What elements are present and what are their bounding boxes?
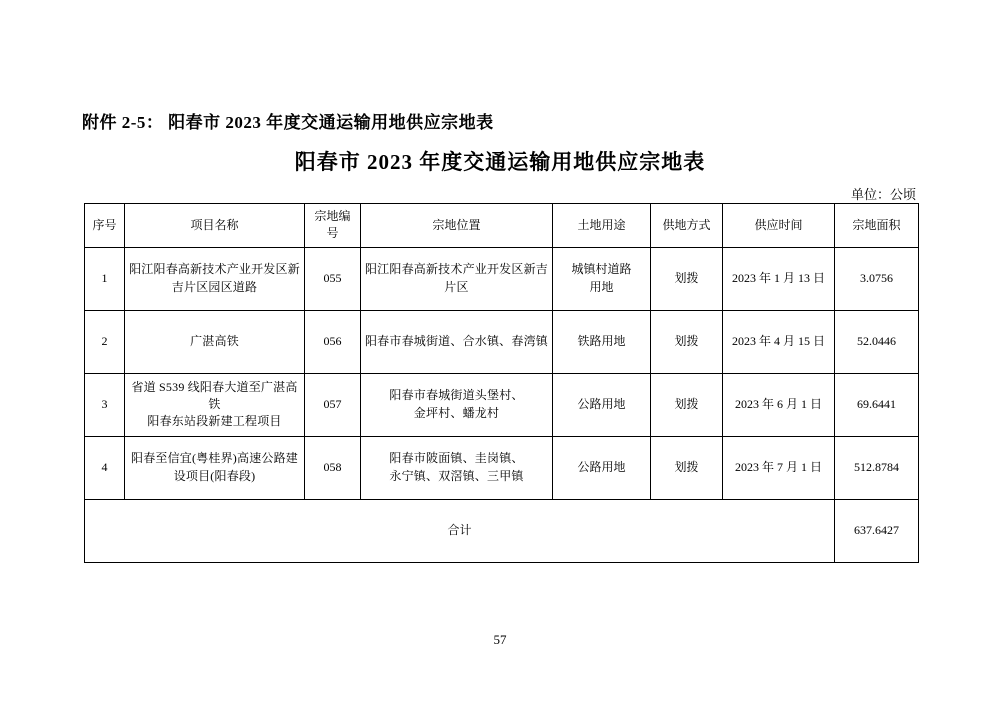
header-project-name: 项目名称 (125, 204, 305, 248)
table-total-row (85, 499, 919, 562)
cell-project-name (125, 247, 305, 310)
cell-location: 阳春市春城街道、合水镇、春湾镇 (361, 310, 553, 373)
table-row (85, 436, 919, 499)
cell-parcel-area: 69.6441 (835, 373, 919, 436)
cell-land-use: 公路用地 (553, 373, 651, 436)
land-supply-table (84, 203, 919, 563)
table-header-row (85, 204, 919, 248)
unit-note: 单位：公顷 (850, 187, 916, 202)
cell-supply-mode: 划拨 (651, 310, 723, 373)
cell-land-use: 公路用地 (553, 436, 651, 499)
cell-seq: 1 (85, 247, 125, 310)
cell-supply-time: 2023 年 7 月 1 日 (723, 436, 835, 499)
cell-parcel-code: 058 (305, 436, 361, 499)
cell-seq: 2 (85, 310, 125, 373)
header-parcel-area: 宗地面积 (835, 204, 919, 248)
cell-parcel-area: 52.0446 (835, 310, 919, 373)
cell-supply-time: 2023 年 6 月 1 日 (723, 373, 835, 436)
table-row (85, 247, 919, 310)
cell-location-line1: 阳春市春城街道头堡村、 (389, 388, 524, 403)
cell-supply-time: 2023 年 1 月 13 日 (723, 247, 835, 310)
table-row (85, 310, 919, 373)
cell-location (361, 247, 553, 310)
cell-project-name-line2: 阳春东站段新建工程项目 (147, 414, 282, 429)
page-title: 阳春市 2023 年度交通运输用地供应宗地表 (294, 150, 706, 174)
cell-land-use: 铁路用地 (553, 310, 651, 373)
cell-parcel-code: 056 (305, 310, 361, 373)
header-supply-time: 供应时间 (723, 204, 835, 248)
cell-project-name-line2: 吉片区园区道路 (171, 279, 258, 294)
cell-parcel-area: 3.0756 (835, 247, 919, 310)
cell-supply-mode: 划拨 (651, 247, 723, 310)
total-label: 合计 (85, 499, 835, 562)
cell-location (361, 436, 553, 499)
cell-parcel-area: 512.8784 (835, 436, 919, 499)
cell-parcel-code: 057 (305, 373, 361, 436)
header-location: 宗地位置 (361, 204, 553, 248)
header-parcel-code (305, 204, 361, 248)
cell-location (361, 373, 553, 436)
header-parcel-code-line2: 号 (326, 226, 339, 241)
cell-supply-mode: 划拨 (651, 373, 723, 436)
cell-land-use-line2: 用地 (589, 279, 614, 294)
cell-project-name-line2: 设项目(阳春段) (173, 468, 256, 483)
cell-project-name: 广湛高铁 (125, 310, 305, 373)
cell-location-line2: 金坪村、蟠龙村 (413, 405, 500, 420)
attachment-heading: 附件 2-5： 阳春市 2023 年度交通运输用地供应宗地表 (82, 113, 494, 132)
cell-seq: 4 (85, 436, 125, 499)
cell-location-line1: 阳江阳春高新技术产业开发区新吉 (364, 262, 548, 277)
total-area: 637.6427 (835, 499, 919, 562)
table-row (85, 373, 919, 436)
header-parcel-code-line1: 宗地编 (314, 209, 351, 223)
header-seq: 序号 (85, 204, 125, 248)
cell-land-use-line1: 城镇村道路 (571, 262, 632, 277)
cell-project-name-line1: 阳春至信宜(粤桂界)高速公路建 (131, 451, 298, 466)
cell-project-name (125, 436, 305, 499)
cell-project-name-line1: 阳江阳春高新技术产业开发区新 (129, 262, 300, 277)
header-land-use: 土地用途 (553, 204, 651, 248)
cell-project-name (125, 373, 305, 436)
cell-location-line2: 永宁镇、双滘镇、三甲镇 (389, 468, 524, 483)
cell-project-name-line1: 省道 S539 线阳春大道至广湛高铁 (131, 379, 298, 412)
cell-location-line1: 阳春市陂面镇、圭岗镇、 (389, 451, 524, 466)
cell-land-use (553, 247, 651, 310)
cell-location-line2: 片区 (444, 279, 469, 294)
cell-seq: 3 (85, 373, 125, 436)
header-supply-mode: 供地方式 (651, 204, 723, 248)
cell-supply-time: 2023 年 4 月 15 日 (723, 310, 835, 373)
cell-parcel-code: 055 (305, 247, 361, 310)
page-number: 57 (493, 632, 507, 647)
cell-supply-mode: 划拨 (651, 436, 723, 499)
